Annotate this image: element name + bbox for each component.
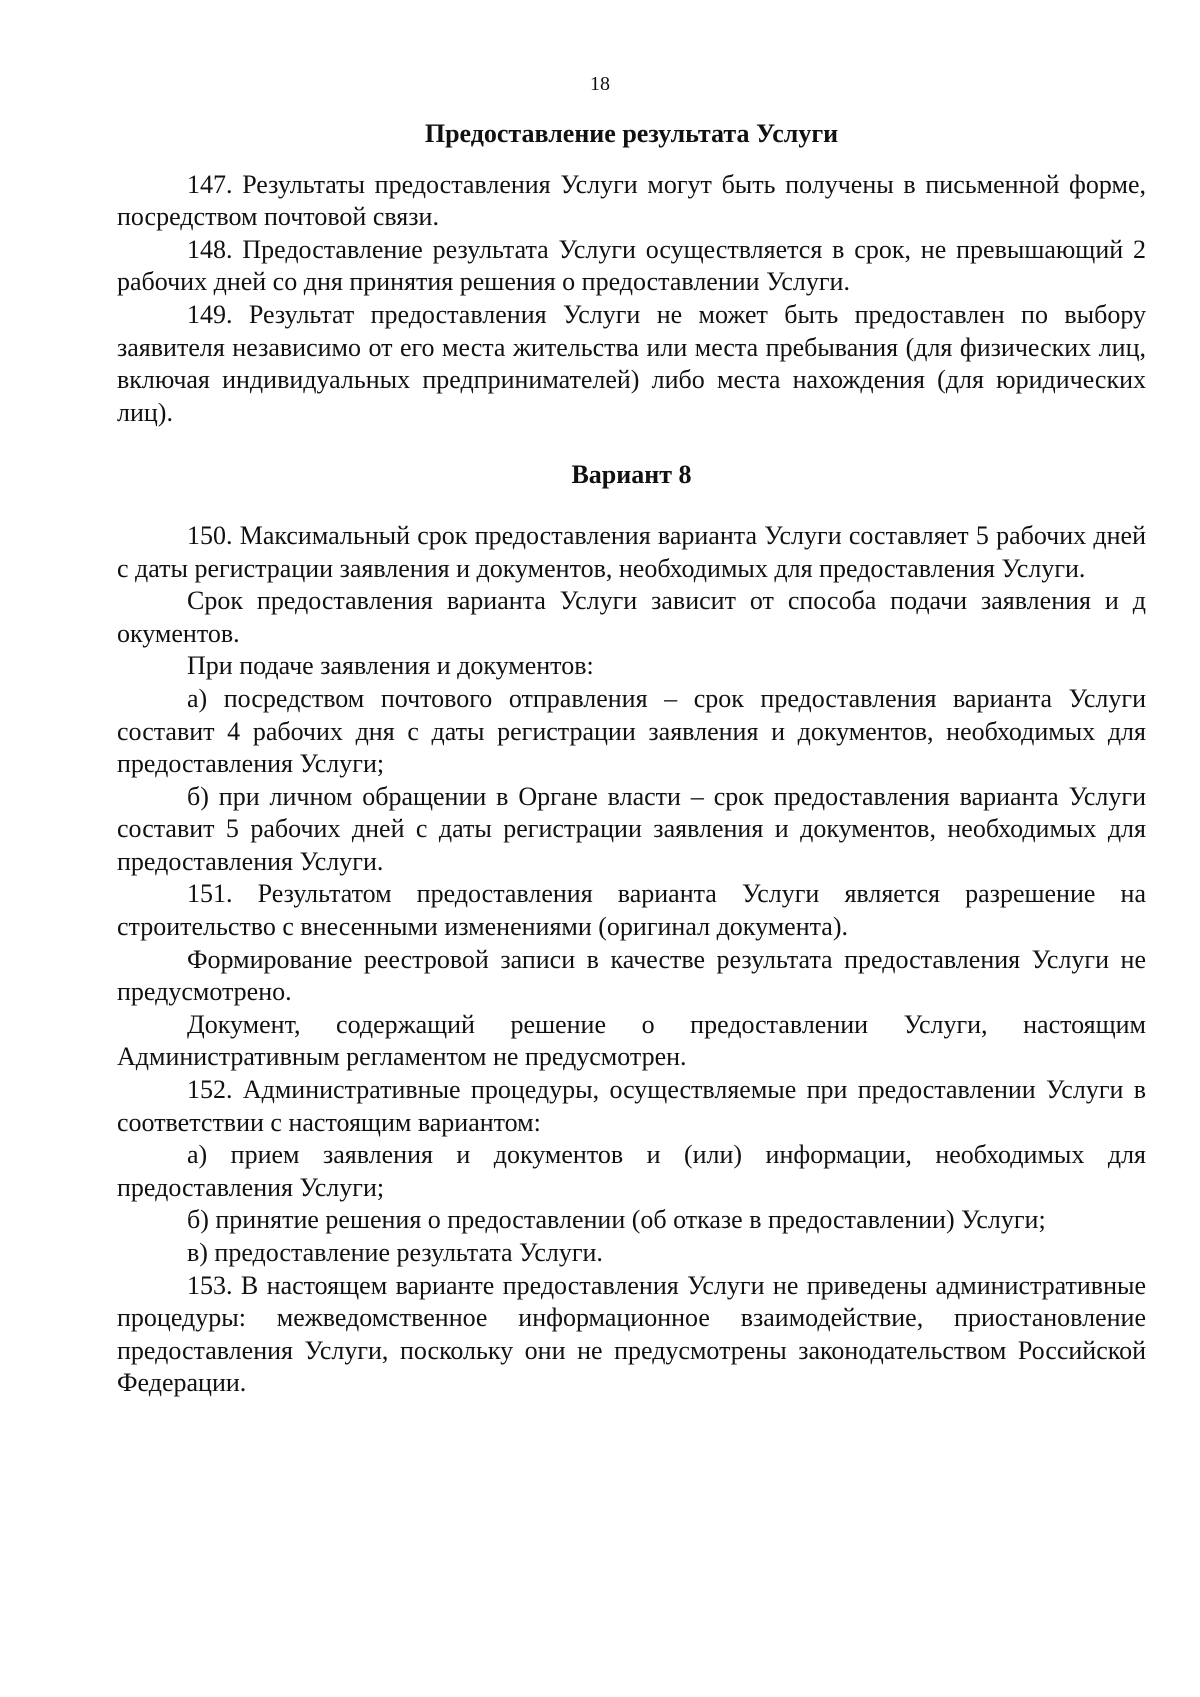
paragraph-151: 151. Результатом предоставления варианта Услуги является разрешение на строительство с внесенными изменениями (оригинал документа). — [117, 879, 1146, 942]
paragraph-153: 153. В настоящем варианте предоставления Услуги не приведены административные процедуры: межведомственное информационное взаимодействие, приостановление предоставления Услуги, поскольку они не предусмотрены законодательством Российской Федерации. — [117, 1270, 1146, 1398]
paragraph-151-registry: Формирование реестровой записи в качестве результата предоставления Услуги не предусмотрено. — [117, 944, 1146, 1007]
paragraph-149: 149. Результат предоставления Услуги не может быть предоставлен по выбору заявителя независимо от его места жительства или места пребывания (для физических лиц, включая индивидуальных предпринимателей) либо места нахождения (для юридических лиц). — [117, 299, 1146, 427]
section-heading-variant-8: Вариант 8 — [571, 460, 692, 490]
paragraph-152-item-a: а) прием заявления и документов и (или) информации, необходимых для предоставления Услуги; — [117, 1140, 1146, 1202]
paragraph-150-term: Срок предоставления варианта Услуги зависит от способа подачи заявления и д окументов. — [117, 586, 1146, 648]
paragraph-148: 148. Предоставление результата Услуги осуществляется в срок, не превышающий 2 рабочих дней со дня принятия решения о предоставлении Услуги. — [117, 234, 1146, 297]
paragraph-150-submission: При подаче заявления и документов: — [187, 651, 594, 681]
paragraph-152-item-b: б) принятие решения о предоставлении (об отказе в предоставлении) Услуги; — [187, 1205, 1046, 1235]
paragraph-147: 147. Результаты предоставления Услуги могут быть получены в письменной форме, посредством почтовой связи. — [117, 169, 1146, 232]
section-heading-result: Предоставление результата Услуги — [424, 119, 839, 148]
paragraph-150-item-b: б) при личном обращении в Органе власти – срок предоставления варианта Услуги составит 5 рабочих дней с даты регистрации заявления и документов, необходимых для предоставления Услуги. — [117, 781, 1146, 876]
paragraph-152-item-c: в) предоставление результата Услуги. — [187, 1238, 603, 1267]
document-body — [117, 118, 1146, 1400]
paragraph-152: 152. Административные процедуры, осуществляемые при предоставлении Услуги в соответствии с настоящим вариантом: — [117, 1075, 1146, 1137]
paragraph-150: 150. Максимальный срок предоставления варианта Услуги составляет 5 рабочих дней с даты регистрации заявления и документов, необходимых для предоставления Услуги. — [117, 520, 1146, 583]
paragraph-150-item-a: а) посредством почтового отправления – срок предоставления варианта Услуги составит 4 рабочих дня с даты регистрации заявления и документов, необходимых для предоставления Услуги; — [117, 683, 1146, 779]
paragraph-151-document: Документ, содержащий решение о предоставлении Услуги, настоящим Административным регламентом не предусмотрен. — [117, 1009, 1146, 1072]
page-number: 18 — [590, 73, 610, 95]
